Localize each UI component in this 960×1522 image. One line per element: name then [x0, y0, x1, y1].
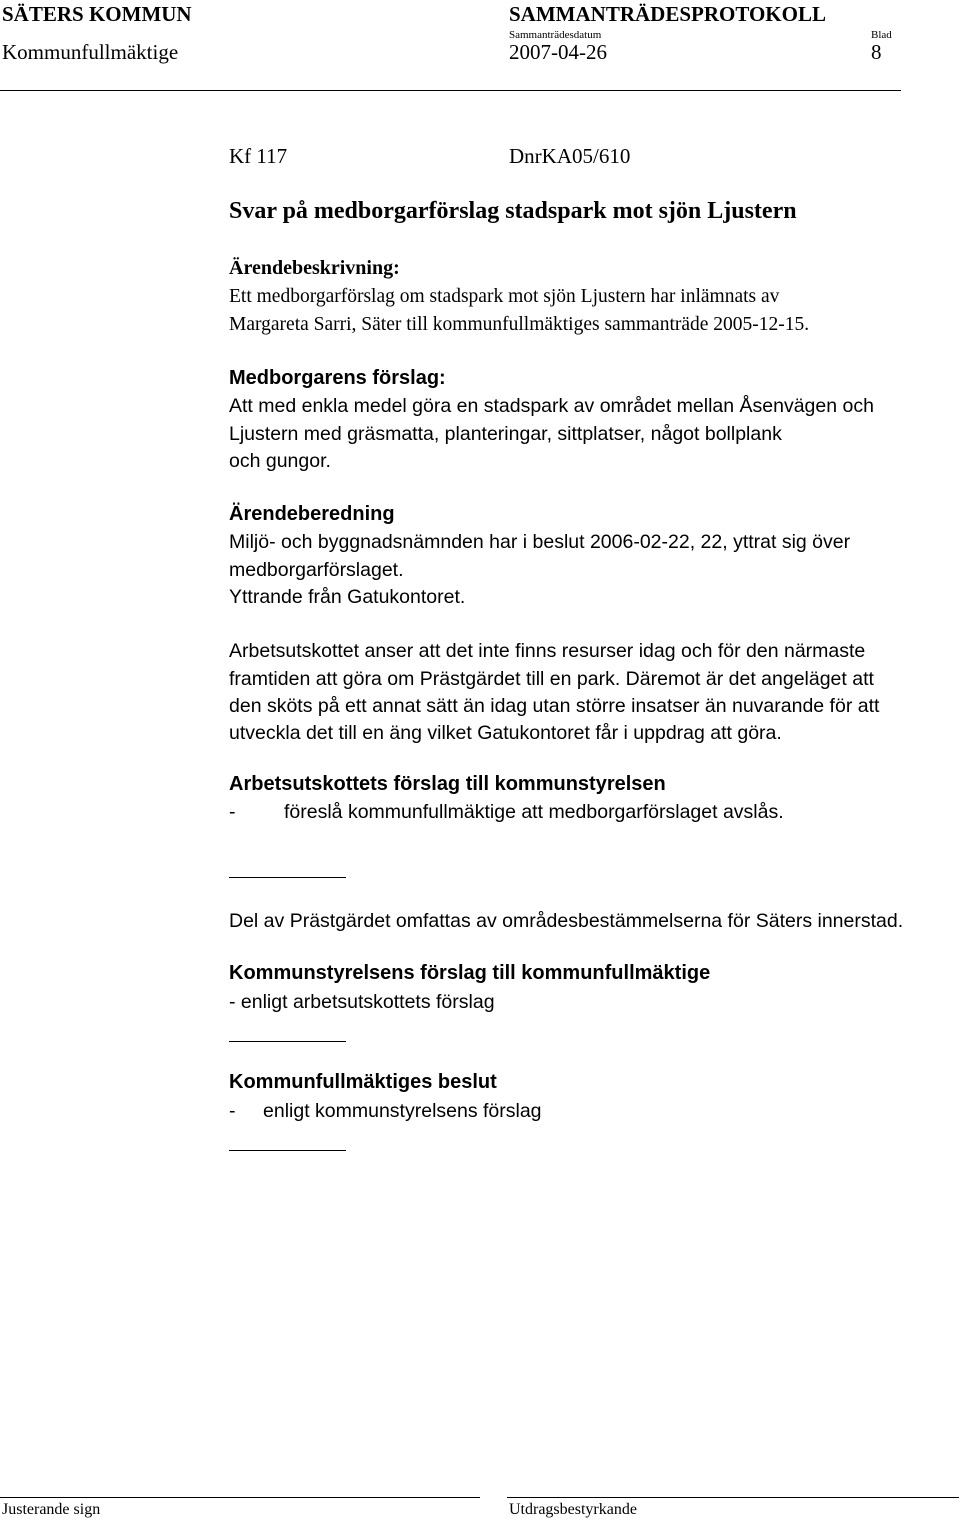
proposal-line: och gungor. [229, 450, 331, 472]
list-bullet: - [229, 1100, 236, 1122]
footer-divider-left [0, 1497, 480, 1498]
list-bullet: - [229, 801, 236, 823]
description-heading: Ärendebeskrivning: [229, 257, 400, 279]
section-divider [229, 1041, 346, 1042]
organization-name: SÄTERS KOMMUN [2, 2, 192, 26]
committee-line: Arbetsutskottet anser att det inte finns resurser idag och för den närmaste [229, 640, 866, 662]
note-text: Del av Prästgärdet omfattas av områdesbestämmelserna för Säters innerstad. [229, 910, 904, 932]
document-type: SAMMANTRÄDESPROTOKOLL [509, 2, 826, 26]
proposal-line: Att med enkla medel göra en stadspark av området mellan Åsenvägen och [229, 395, 874, 417]
body-name: Kommunfullmäktige [2, 40, 179, 64]
preparation-heading: Ärendeberedning [229, 503, 395, 525]
council-decision-heading: Kommunfullmäktiges beslut [229, 1071, 497, 1093]
meeting-date: 2007-04-26 [509, 40, 607, 64]
committee-line: framtiden att göra om Prästgärdet till en park. Däremot är det angeläget att [229, 668, 874, 690]
meeting-date-label: Sammanträdesdatum [509, 29, 602, 41]
board-proposal-text: - enligt arbetsutskottets förslag [229, 991, 495, 1013]
committee-proposal-item: föreslå kommunfullmäktige att medborgarförslaget avslås. [284, 801, 784, 823]
description-line: Margareta Sarri, Säter till kommunfullmäktiges sammanträde 2005-12-15. [229, 314, 810, 335]
footer-signature-label: Justerande sign [2, 1501, 101, 1518]
footer-certification-label: Utdragsbestyrkande [509, 1501, 637, 1518]
case-title: Svar på medborgarförslag stadspark mot sjön Ljustern [229, 198, 797, 224]
footer-divider-right [507, 1497, 959, 1498]
board-proposal-heading: Kommunstyrelsens förslag till kommunfullmäktige [229, 962, 711, 984]
preparation-line: Miljö- och byggnadsnämnden har i beslut 2006-02-22, 22, yttrat sig över [229, 531, 851, 553]
diary-number: DnrKA05/610 [509, 144, 631, 168]
description-line: Ett medborgarförslag om stadspark mot sjön Ljustern har inlämnats av [229, 286, 780, 307]
page-label: Blad [871, 29, 892, 41]
preparation-line: Yttrande från Gatukontoret. [229, 586, 466, 608]
proposal-line: Ljustern med gräsmatta, planteringar, sittplatser, något bollplank [229, 423, 782, 445]
proposal-heading: Medborgarens förslag: [229, 367, 446, 389]
council-decision-text: enligt kommunstyrelsens förslag [263, 1100, 542, 1122]
committee-proposal-heading: Arbetsutskottets förslag till kommunstyrelsen [229, 773, 666, 795]
page-number: 8 [871, 40, 882, 64]
committee-line: utveckla det till en äng vilket Gatukontoret får i uppdrag att göra. [229, 722, 782, 744]
section-divider [229, 877, 346, 878]
preparation-line: medborgarförslaget. [229, 559, 404, 581]
section-divider [229, 1150, 346, 1151]
committee-line: den sköts på ett annat sätt än idag utan större insatser än nuvarande för att [229, 695, 880, 717]
case-paragraph: Kf 117 [229, 144, 288, 168]
header-divider [0, 90, 901, 91]
